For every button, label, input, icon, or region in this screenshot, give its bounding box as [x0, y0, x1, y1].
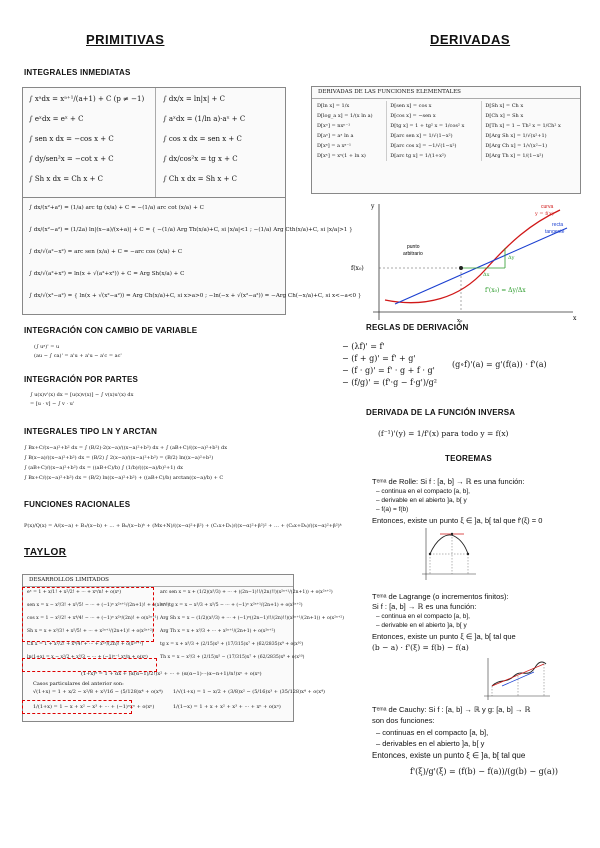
table-cell: D[aˣ] = aˣ ln a [314, 131, 387, 141]
tay-left-line-3: Sh x = x + x³/3! + x⁵/5! + ··· + x²ⁿ⁺¹/(2n+1)! + o(x²ⁿ⁺²) [27, 629, 154, 634]
taylor-caso-0: √(1+x) = 1 + x/2 − x²/8 + x³/16 − (5/128)x⁴ + o(x⁴) [33, 689, 163, 695]
inm-right-line-2: ∫ cos x dx = sen x + C [163, 135, 242, 143]
chain-rule: (g∘f)'(a) = g'(f(a)) · f'(a) [452, 360, 547, 369]
inm-bottom-line-0: ∫ dx/(x²+a²) = (1/a) arc tg (x/a) + C = −(1/a) arc cot (x/a) + C [29, 205, 204, 211]
title-primitivas: PRIMITIVAS [86, 32, 165, 47]
inmediatas-box [22, 87, 286, 199]
tay-right-line-2: Arg Sh x = x − (1/2)(x³/3) + ··· + (−1)ⁿ((2n−1)!!/(2n)!!)(x²ⁿ⁺¹/(2n+1)) + o(x²ⁿ⁺²) [160, 616, 345, 621]
table-cell: D[Arg Th x] = 1/(1−x²) [485, 153, 544, 159]
tay-left-line-2: cos x = 1 − x²/2! + x⁴/4! − ··· + (−1)ⁿ x²ⁿ/(2n)! + o(x²ⁿ⁺¹) [27, 616, 159, 621]
tangent-label: recta [552, 222, 564, 228]
cauchy-item-1: – derivables en el abierto ]a, b[ y [376, 739, 485, 748]
section-partes: INTEGRACIÓN POR PARTES [24, 375, 139, 384]
axis-y-label: y [371, 203, 375, 210]
section-ln-arctan: INTEGRALES TIPO LN Y ARCTAN [24, 427, 158, 436]
lnarc-line-3: ∫ Bx+C/((x−a)²+b²) dx = (B/2) ln((x−a)²+b²) + ((aB+C)/b) arctan((x−a)/b) + C [24, 475, 224, 481]
curve-eq: y = f(x) [535, 211, 554, 217]
lagrange-conclusion: Entonces, existe un punto ξ ∈ ]a, b[ tal que [372, 632, 516, 641]
section-inversa: DERIVADA DE LA FUNCIÓN INVERSA [366, 408, 516, 417]
tay-right-line-1: arc tg x = x − x³/3 + x⁵/5 − ··· + (−1)ⁿ x²ⁿ⁺¹/(2n+1) + o(x²ⁿ⁺²) [160, 603, 303, 608]
arbitrary-point [459, 266, 463, 270]
inm-right-line-3: ∫ dx/cos²x = tg x + C [163, 155, 238, 163]
table-cell: D[arc tg x] = 1/(1+x²) [387, 151, 482, 161]
inm-bottom-line-3: ∫ dx/√(a²+x²) = ln(x + √(a²+x²)) + C = Arg Sh(x/a) + C [29, 271, 185, 277]
cauchy-title-2: son dos funciones: [372, 716, 435, 725]
table-cell: D[Arg Sh x] = 1/√(x²+1) [485, 133, 547, 139]
point-label-2: arbitrario [403, 251, 423, 257]
inm-bottom-line-4: ∫ dx/√(x²−a²) = { ln(x + √(x²−a²)) = Arg Ch(x/a)+C, si x>a>0 ; −ln(−x + √(x²−a²)) = −Arg Ch(−x/a)+C, si x<−a<0 } [29, 293, 362, 299]
point-label: punto [407, 244, 420, 250]
inm-left-line-3: ∫ dy/sen²x = −cot x + C [29, 155, 114, 163]
tay-right-line-4: tg x = x + x³/3 + (2/15)x⁵ + (17/315)x⁷ + (62/2835)x⁹ + o(x¹⁰) [160, 642, 304, 647]
table-cell: D[xⁿ] = nxⁿ⁻¹ [314, 121, 387, 131]
taylor-binomial: (1+x)ᵅ = 1 + αx + (α(α−1)/2!)x² + ··· + (α(α−1)···(α−n+1)/n!)xⁿ + o(xⁿ) [81, 671, 262, 677]
lagrange-graph [482, 656, 552, 702]
tay-left-line-0: eˣ = 1 + x/1! + x²/2! + ··· + xⁿ/n! + o(xⁿ) [27, 590, 122, 595]
fx0-label: f(x₀) [351, 265, 364, 272]
section-reglas: REGLAS DE DERIVACIÓN [366, 323, 469, 332]
tay-right-line-0: arc sen x = x + (1/2)(x³/3) + ··· + ((2n−1)!!/(2n)!!)(x²ⁿ⁺¹/(2n+1)) + o(x²ⁿ⁺²) [160, 590, 333, 595]
dx-label: Δx [483, 272, 490, 278]
taylor-highlight-3 [22, 700, 132, 714]
partes-line-1: = [u · v] − ∫ v · u' [30, 401, 75, 407]
lagrange-title: Tᵉᵐᵃ de Lagrange (o incrementos finitos): [372, 592, 509, 601]
rolle-curve [430, 535, 468, 554]
lagrange-title-2: Si f : [a, b] → ℝ es una función: [372, 602, 477, 611]
section-taylor: TAYLOR [24, 547, 67, 558]
rolle-title: Tᵉᵐᵃ de Rolle: Si f : [a, b] → ℝ es una función: [372, 477, 525, 486]
tangent-label-2: tangente [545, 229, 565, 235]
lagrange-item-0: – continua en el compacto [a, b], [376, 613, 470, 620]
taylor-header: DESARROLLOS LIMITADOS [29, 577, 109, 583]
table-row [314, 101, 578, 111]
table-cell: D[Sh x] = Ch x [485, 103, 524, 109]
inm-left-line-2: ∫ sen x dx = −cos x + C [29, 135, 114, 143]
axis-x-label: x [573, 315, 577, 322]
partes-line-0: ∫ u(x)v'(x) dx = [u(x)v(x)] − ∫ v(x)u'(x) dx [30, 392, 134, 398]
tay-left-line-1: sen x = x − x³/3! + x⁵/5! − ··· + (−1)ⁿ x²ⁿ⁺¹/(2n+1)! + o(x²ⁿ⁺²) [27, 603, 170, 608]
lnarc-line-0: ∫ Bx+C/(x−a)²+b² dx = ∫ (B/2)·2(x−a)/((x−a)²+b²) dx + ∫ (aB+C)/((x−a)²+b²) dx [24, 445, 228, 451]
table-row [314, 121, 578, 131]
x0-label: x₀ [457, 318, 463, 324]
section-teoremas: TEOREMAS [445, 454, 492, 463]
table-cell: D[Arg Ch x] = 1/√(x²−1) [485, 143, 548, 149]
inm-left-line-1: ∫ eˣdx = eˣ + C [29, 115, 84, 123]
inverse-formula: (f⁻¹)'(y) = 1/f'(x) para todo y = f(x) [378, 429, 509, 438]
reglas-line-3: − (f/g)' = (f'·g − f·g')/g² [342, 378, 437, 387]
inm-bottom-line-2: ∫ dx/√(a²−x²) = arc sen (x/a) + C = −arc cos (x/a) + C [29, 249, 183, 255]
table-row [314, 111, 578, 121]
rolle-item-1: – derivable en el abierto ]a, b[ y [376, 497, 467, 504]
taylor-caso-2: 1/(1+x) = 1 − x + x² − x³ + ··· + (−1)ⁿxⁿ + o(xⁿ) [33, 704, 155, 710]
derivadas-table [314, 101, 578, 161]
section-cambio: INTEGRACIÓN CON CAMBIO DE VARIABLE [24, 326, 198, 335]
rolle-item-0: – continua en el compacto [a, b], [376, 488, 470, 495]
tay-left-line-4: Ch x = 1 + x²/2! + x⁴/4! + ··· + x²ⁿ/(2n)! + o(x²ⁿ⁺¹) [27, 642, 144, 647]
lagrange-item-1: – derivable en el abierto ]a, b[ y [376, 622, 467, 629]
rolle-item-2: – f(a) = f(b) [376, 506, 409, 513]
tay-left-line-5: ln(1+x) = x − x²/2 + x³/3 − ··· + (−1)ⁿ⁻¹ xⁿ/n + o(xⁿ) [27, 655, 148, 660]
rolle-graph [418, 526, 478, 582]
table-row [314, 131, 578, 141]
derivadas-table-header: DERIVADAS DE LAS FUNCIONES ELEMENTALES [318, 89, 461, 95]
table-cell: D[arc cos x] = −1/√(1−x²) [387, 141, 482, 151]
table-cell: D[tg x] = 1 + tg² x = 1/cos² x [387, 121, 482, 131]
table-cell: D[xˣ] = xˣ(1 + ln x) [314, 151, 387, 161]
table-cell: D[Ch x] = Sh x [485, 113, 524, 119]
title-derivadas: DERIVADAS [430, 32, 511, 47]
taylor-caso-1: 1/√(1+x) = 1 − x/2 + (3/8)x² − (5/16)x³ + (35/128)x⁴ + o(x⁴) [173, 689, 325, 695]
lnarc-line-2: ∫ (aB+C)/((x−a)²+b²) dx = ((aB+C)/b) ∫ (1/b)/(((x−a)/b)²+1) dx [24, 465, 183, 471]
table-cell: D[sen x] = cos x [387, 101, 482, 111]
divider [155, 88, 156, 198]
inm-right-line-4: ∫ Ch x dx = Sh x + C [163, 175, 238, 183]
reglas-line-0: − (λf)' = f' [342, 342, 385, 351]
table-cell: D[arc sen x] = 1/√(1−x²) [387, 131, 482, 141]
rolle-conclusion: Entonces, existe un punto ξ ∈ ]a, b[ tal que f'(ξ) = 0 [372, 516, 543, 525]
table-cell: D[xᵃ] = a xᵃ⁻¹ [314, 141, 387, 151]
divider [312, 98, 580, 99]
cauchy-conclusion: Entonces, existe un punto ξ ∈ ]a, b[ tal que [372, 751, 526, 760]
cauchy-item-0: – continuas en el compacto [a, b], [376, 728, 489, 737]
derivadas-table-box [311, 86, 581, 194]
section-inmediatas: INTEGRALES INMEDIATAS [24, 68, 131, 77]
tay-right-line-3: Arg Th x = x + x³/3 + ··· + x²ⁿ⁺¹/(2n+1) + o(x²ⁿ⁺²) [160, 629, 276, 634]
derivative-label: f'(x₀) = Δy/Δx [485, 287, 526, 294]
cauchy-formula: f'(ξ)/g'(ξ) = (f(b) − f(a))/(g(b) − g(a)) [410, 767, 558, 776]
inm-left-line-4: ∫ Sh x dx = Ch x + C [29, 175, 104, 183]
tangent-line [395, 228, 567, 304]
inm-right-line-1: ∫ aˣdx = (1/ln a)·aˣ + C [163, 115, 246, 123]
cambio-line-1: (au − ∫ ca)' = a'u + a'u − a'c = ac' [34, 353, 122, 359]
table-cell: D[cos x] = −sen x [387, 111, 482, 121]
reglas-line-2: − (f · g)' = f' · g + f · g' [342, 366, 435, 375]
inm-bottom-line-1: ∫ dx/(x²−a²) = (1/2a) ln|(x−a)/(x+a)| + C = { −(1/a) Arg Th(x/a)+C, si |x/a|<1 ; −(1/a) Arg Cth(x/a)+C, si |x/a|>1 } [29, 227, 353, 233]
taylor-casos-label: Casos particulares del anterior son: [33, 681, 124, 687]
inm-right-line-0: ∫ dx/x = ln|x| + C [163, 95, 226, 103]
dy-label: Δy [508, 255, 515, 261]
curve-label: curva [541, 204, 554, 210]
tay-right-line-5: Th x = x − x³/3 + (2/15)x⁵ − (17/315)x⁷ + (62/2835)x⁹ + o(x¹⁰) [160, 655, 305, 660]
section-racionales: FUNCIONES RACIONALES [24, 500, 131, 509]
table-cell: D[Th x] = 1 − Th² x = 1/Ch² x [485, 123, 561, 129]
cambio-line-0: (∫ uᵃ)' = u [34, 344, 60, 350]
table-row [314, 141, 578, 151]
taylor-caso-3: 1/(1−x) = 1 + x + x² + x³ + ··· + xⁿ + o(xⁿ) [173, 704, 281, 710]
reglas-line-1: − (f + g)' = f' + g' [342, 354, 416, 363]
racionales-formula: P(x)/Q(x) = A/(x−a) + B₁/(x−b) + … + Bₖ/(x−b)ᵏ + (Mx+N)/((x−α)²+β²) + (C₁x+D₁)/((x−α)²+β²)² + … + (Cₖx+Dₖ)/((x−α)²+β²)ᵏ [24, 523, 342, 529]
inm-left-line-0: ∫ xᵃdx = xᵃ⁺¹/(a+1) + C (p ≠ −1) [29, 95, 145, 103]
table-cell: D[ln x] = 1/x [314, 101, 387, 111]
lagrange-formula: (b − a) · f'(ξ) = f(b) − f(a) [372, 643, 469, 652]
table-cell: D[log_a x] = 1/(x ln a) [314, 111, 387, 121]
lnarc-line-1: ∫ B(x−a)/((x−a)²+b²) dx = (B/2) ∫ 2(x−a)/((x−a)²+b²) = (B/2) ln((x−a)²+b²) [24, 455, 214, 461]
derivative-graph [345, 200, 585, 328]
taylor-highlight-1 [22, 587, 154, 642]
table-row [314, 151, 578, 161]
cauchy-title: Tᵉᵐᵃ de Cauchy: Si f : [a, b] → ℝ y g: [a, b] → ℝ [372, 705, 531, 714]
